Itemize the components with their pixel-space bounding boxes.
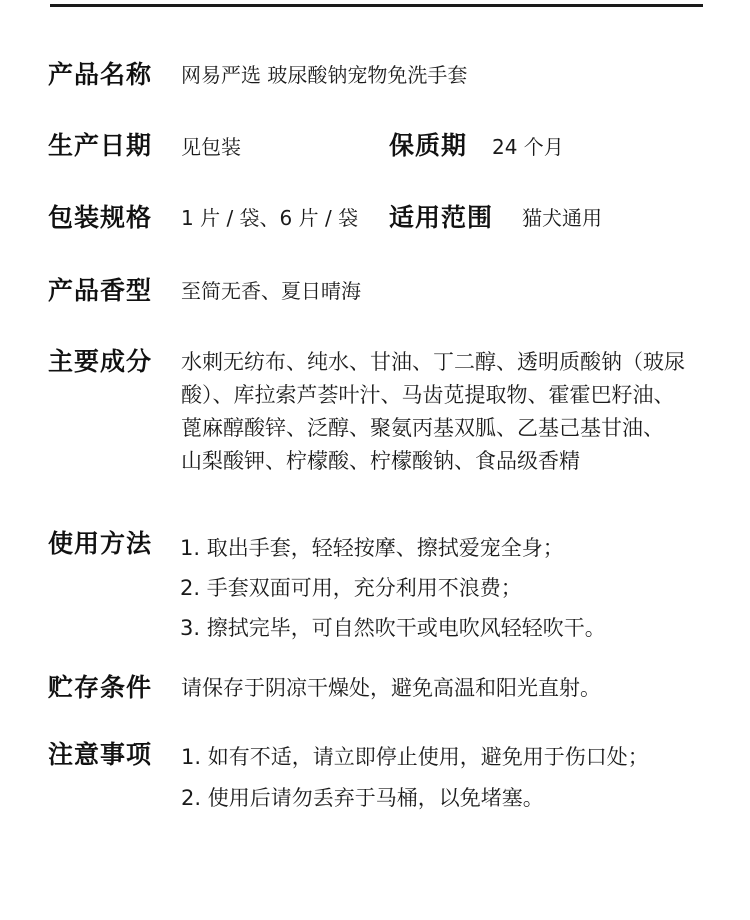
usage-step: 2. 手套双面可用，充分利用不浪费； [180,576,522,600]
shelf-life-value: 24 个月 [492,135,564,159]
ingredients-line: 水刺无纺布、纯水、甘油、丁二醇、透明质酸钠（玻尿 [181,350,685,374]
notes-item: 1. 如有不适，请立即停止使用，避免用于伤口处； [181,745,649,769]
shelf-life-label: 保质期 [389,131,468,160]
notes-list [181,737,649,819]
ingredients-list [181,346,685,478]
fragrance-value: 至简无香、夏日晴海 [181,279,361,303]
package-spec-value: 1 片 / 袋、6 片 / 袋 [181,206,359,230]
fragrance-label: 产品香型 [48,276,153,305]
usage-step: 1. 取出手套，轻轻按摩、擦拭爱宠全身； [180,536,564,560]
applicable-scope-value: 猫犬通用 [522,206,602,230]
storage-label: 贮存条件 [48,673,153,702]
notes-item: 2. 使用后请勿丢弃于马桶，以免堵塞。 [181,786,544,810]
product-name-value: 网易严选 玻尿酸钠宠物免洗手套 [181,63,468,87]
production-date-value: 见包装 [181,135,241,159]
ingredients-line: 酸）、库拉索芦荟叶汁、马齿苋提取物、霍霍巴籽油、 [181,383,675,407]
notes-label: 注意事项 [48,740,153,769]
package-spec-label: 包装规格 [48,203,153,232]
top-divider [50,4,703,7]
ingredients-line: 山梨酸钾、柠檬酸、柠檬酸钠、食品级香精 [181,449,580,473]
usage-steps [180,528,606,648]
storage-value: 请保存于阴凉干燥处，避免高温和阳光直射。 [181,676,601,700]
production-date-label: 生产日期 [48,131,153,160]
usage-step: 3. 擦拭完毕，可自然吹干或电吹风轻轻吹干。 [180,616,606,640]
product-name-label: 产品名称 [48,60,153,89]
ingredients-label: 主要成分 [48,347,153,376]
ingredients-line: 蓖麻醇酸锌、泛醇、聚氨丙基双胍、乙基己基甘油、 [181,416,664,440]
applicable-scope-label: 适用范围 [389,203,494,232]
usage-label: 使用方法 [48,529,153,558]
